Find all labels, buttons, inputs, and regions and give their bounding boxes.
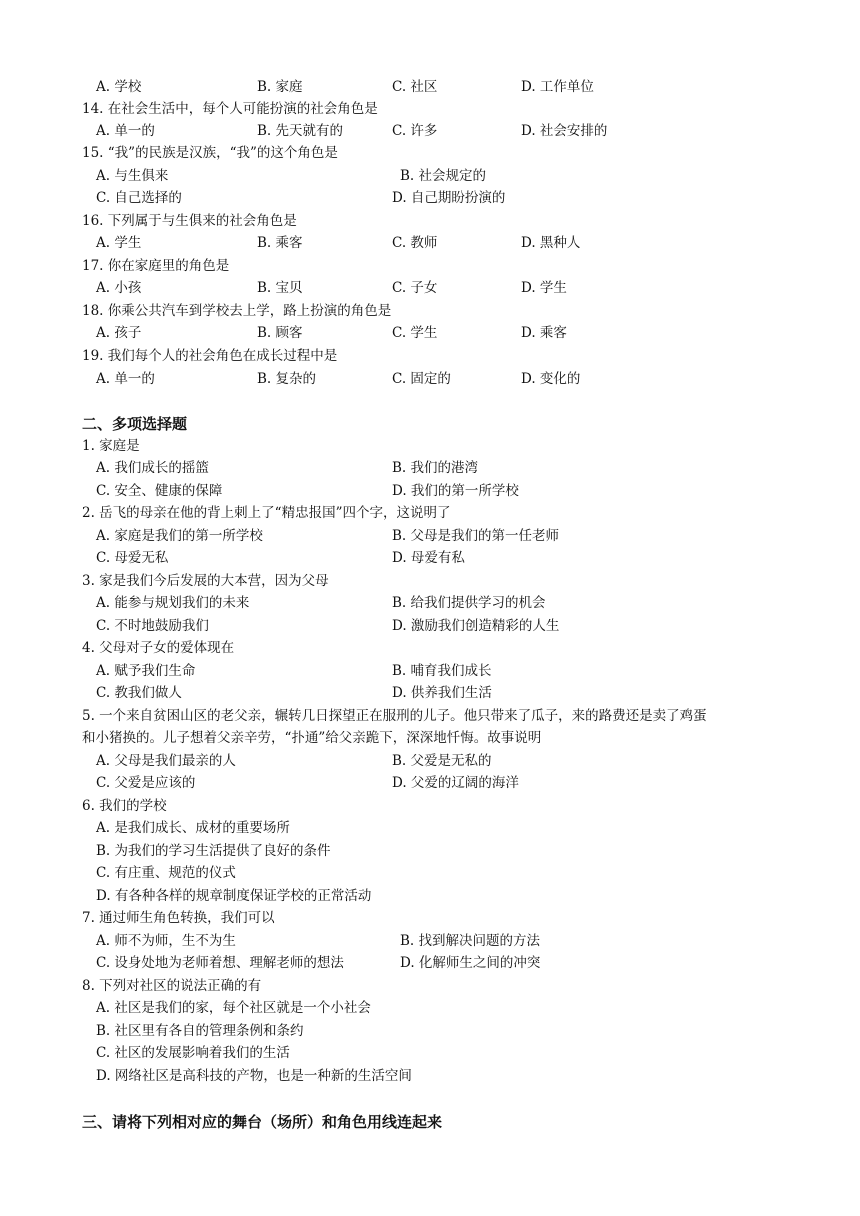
option-d: D. 自己期盼扮演的 [392, 190, 506, 206]
option-a: A. 家庭是我们的第一所学校 [96, 528, 263, 544]
option-b: B. 社区里有各自的管理条例和条约 [96, 1023, 304, 1039]
option-a: A. 社区是我们的家，每个社区就是一个小社会 [96, 1000, 371, 1016]
question-stem: 1. 家庭是 [82, 438, 140, 454]
option-a: A. 学生 [96, 235, 142, 251]
option-row [0, 1042, 860, 1065]
option-d: D. 化解师生之间的冲突 [400, 955, 541, 971]
section-title: 二、多项选择题 [82, 415, 188, 433]
option-row [0, 750, 860, 773]
question-stem: 6. 我们的学校 [82, 798, 167, 814]
option-row [0, 840, 860, 863]
option-d: D. 我们的第一所学校 [392, 483, 519, 499]
question-stem: 15. “我”的民族是汉族，“我”的这个角色是 [82, 145, 338, 161]
question-stem: 14. 在社会生活中，每个人可能扮演的社会角色是 [82, 101, 378, 117]
option-d: D. 黑种人 [521, 235, 581, 251]
option-b: B. 父爱是无私的 [392, 753, 492, 769]
question-stem: 4. 父母对子女的爱体现在 [82, 640, 235, 656]
option-a: A. 与生俱来 [96, 168, 169, 184]
option-b: B. 乘客 [257, 235, 303, 251]
option-d: D. 学生 [521, 280, 567, 296]
option-d: D. 母爱有私 [392, 550, 465, 566]
option-b: B. 我们的港湾 [392, 460, 479, 476]
option-c: C. 子女 [392, 280, 438, 296]
option-c: C. 许多 [392, 123, 438, 139]
option-row [0, 187, 860, 210]
question-stem-continued: 和小猪换的。儿子想着父亲辛劳，“扑通”给父亲跪下，深深地忏悔。故事说明 [82, 730, 542, 746]
option-d: D. 有各种各样的规章制度保证学校的正常活动 [96, 888, 372, 904]
option-a: A. 单一的 [96, 123, 155, 139]
question-stem: 16. 下列属于与生俱来的社会角色是 [82, 213, 297, 229]
option-b: B. 哺育我们成长 [392, 663, 492, 679]
option-c: C. 教师 [392, 235, 438, 251]
option-c: C. 不时地鼓励我们 [96, 618, 209, 634]
option-b: B. 先天就有的 [257, 123, 344, 139]
question-stem: 3. 家是我们今后发展的大本营，因为父母 [82, 573, 329, 589]
option-row [0, 1020, 860, 1043]
option-d: D. 供养我们生活 [392, 685, 492, 701]
option-b: B. 为我们的学习生活提供了良好的条件 [96, 843, 331, 859]
option-d: D. 变化的 [521, 371, 581, 387]
option-row [0, 660, 860, 683]
question-stem: 5. 一个来自贫困山区的老父亲，辗转几日探望正在服刑的儿子。他只带来了瓜子，来的路费还是卖了鸡蛋 [82, 708, 707, 724]
option-c: C. 安全、健康的保障 [96, 483, 223, 499]
option-a: A. 学校 [96, 79, 142, 95]
option-c: C. 固定的 [392, 371, 451, 387]
option-a: A. 师不为师，生不为生 [96, 933, 236, 949]
option-row [0, 76, 860, 99]
option-c: C. 学生 [392, 325, 438, 341]
option-d: D. 激励我们创造精彩的人生 [392, 618, 560, 634]
option-b: B. 父母是我们的第一任老师 [392, 528, 560, 544]
option-c: C. 设身处地为老师着想、理解老师的想法 [96, 955, 344, 971]
option-row [0, 120, 860, 143]
option-c: C. 社区的发展影响着我们的生活 [96, 1045, 290, 1061]
option-row [0, 1065, 860, 1088]
option-a: A. 赋予我们生命 [96, 663, 196, 679]
option-b: B. 复杂的 [257, 371, 317, 387]
option-a: A. 是我们成长、成材的重要场所 [96, 820, 290, 836]
option-d: D. 社会安排的 [521, 123, 608, 139]
option-row [0, 772, 860, 795]
option-row [0, 322, 860, 345]
option-row [0, 682, 860, 705]
option-row [0, 480, 860, 503]
question-stem: 8. 下列对社区的说法正确的有 [82, 978, 262, 994]
option-row [0, 457, 860, 480]
option-row [0, 997, 860, 1020]
option-d: D. 乘客 [521, 325, 567, 341]
option-c: C. 父爱是应该的 [96, 775, 196, 791]
option-row [0, 277, 860, 300]
option-row [0, 930, 860, 953]
question-stem: 17. 你在家庭里的角色是 [82, 258, 230, 274]
option-c: C. 自己选择的 [96, 190, 182, 206]
option-row [0, 525, 860, 548]
question-stem: 18. 你乘公共汽车到学校去上学，路上扮演的角色是 [82, 303, 392, 319]
option-row [0, 615, 860, 638]
option-b: B. 给我们提供学习的机会 [392, 595, 546, 611]
option-row [0, 368, 860, 391]
question-stem: 19. 我们每个人的社会角色在成长过程中是 [82, 348, 338, 364]
question-stem: 7. 通过师生角色转换，我们可以 [82, 910, 275, 926]
option-a: A. 孩子 [96, 325, 142, 341]
option-row [0, 952, 860, 975]
option-row [0, 165, 860, 188]
option-row [0, 885, 860, 908]
option-b: B. 家庭 [257, 79, 303, 95]
option-c: C. 教我们做人 [96, 685, 182, 701]
option-b: B. 找到解决问题的方法 [400, 933, 541, 949]
option-b: B. 宝贝 [257, 280, 303, 296]
option-c: C. 母爱无私 [96, 550, 169, 566]
option-a: A. 小孩 [96, 280, 142, 296]
option-a: A. 我们成长的摇篮 [96, 460, 209, 476]
option-a: A. 能参与规划我们的未来 [96, 595, 250, 611]
option-c: C. 有庄重、规范的仪式 [96, 865, 236, 881]
section-title: 三、请将下列相对应的舞台（场所）和角色用线连起来 [82, 1113, 443, 1131]
option-row [0, 592, 860, 615]
question-stem: 2. 岳飞的母亲在他的背上刺上了“精忠报国”四个字，这说明了 [82, 505, 451, 521]
option-d: D. 工作单位 [521, 79, 594, 95]
option-b: B. 社会规定的 [400, 168, 487, 184]
option-d: D. 网络社区是高科技的产物，也是一种新的生活空间 [96, 1068, 412, 1084]
option-b: B. 顾客 [257, 325, 303, 341]
option-c: C. 社区 [392, 79, 438, 95]
option-d: D. 父爱的辽阔的海洋 [392, 775, 519, 791]
option-row [0, 817, 860, 840]
option-a: A. 单一的 [96, 371, 155, 387]
option-a: A. 父母是我们最亲的人 [96, 753, 236, 769]
option-row [0, 547, 860, 570]
option-row [0, 232, 860, 255]
option-row [0, 862, 860, 885]
